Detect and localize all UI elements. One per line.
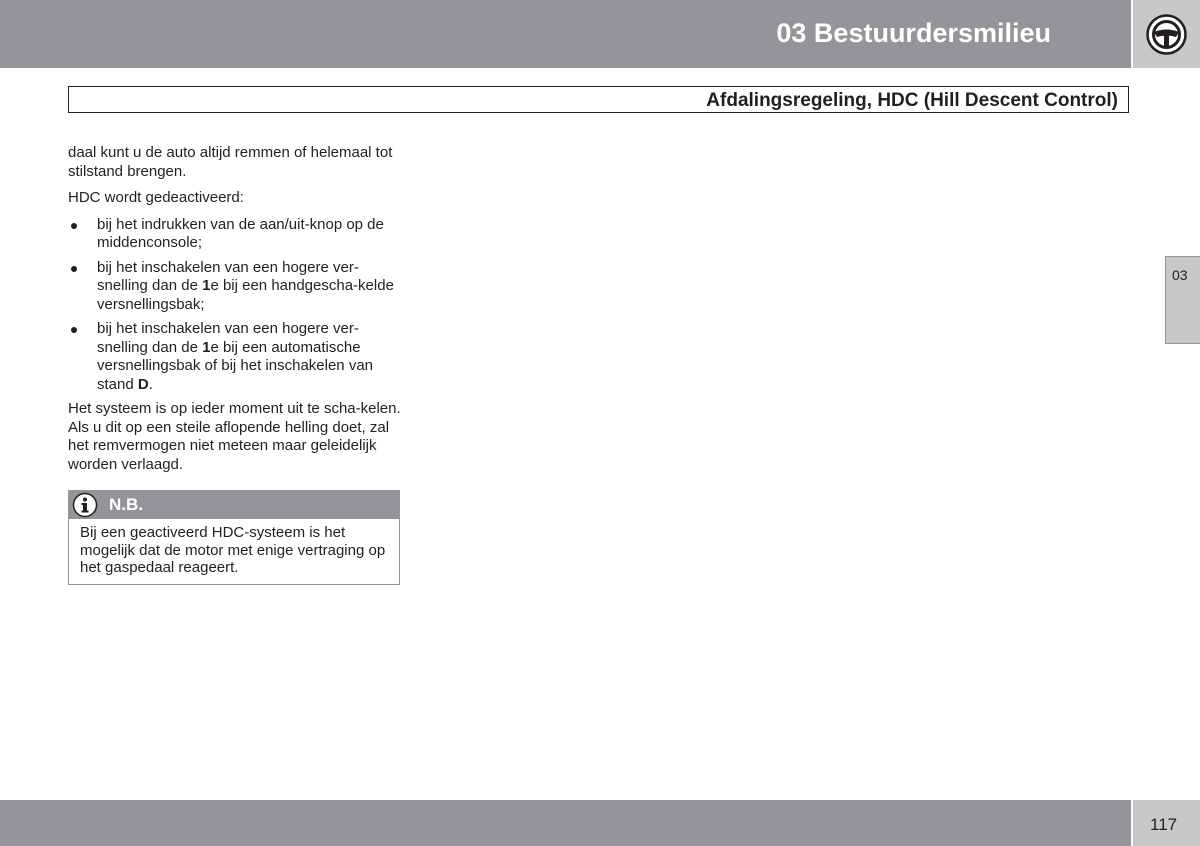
chapter-side-tab[interactable] <box>1165 256 1200 344</box>
side-tab-label: 03 <box>1172 267 1188 283</box>
body-text <box>68 144 403 482</box>
page-number-box <box>1133 800 1200 846</box>
chapter-title: 03 Bestuurdersmilieu <box>776 18 1051 48</box>
header-band <box>0 0 1131 68</box>
bullet-icon <box>71 223 77 229</box>
list-item <box>68 320 403 394</box>
gear-position: D <box>137 375 149 393</box>
deactivation-list <box>68 216 403 395</box>
chapter-icon-box <box>1133 0 1200 68</box>
gear-number: 1 <box>202 338 211 356</box>
note-label: N.B. <box>109 495 143 514</box>
list-item <box>68 259 403 315</box>
note-box <box>68 490 400 585</box>
page-number: 117 <box>1150 815 1178 834</box>
list-item <box>68 216 403 253</box>
intro-paragraph: daal kunt u de auto altijd remmen of helemaal tot stilstand brengen. <box>68 144 393 180</box>
list-item-text: . <box>148 375 153 393</box>
note-text: Bij een geactiveerd HDC-systeem is het mogelijk dat de motor met enige vertraging op het gaspedaal reageert. <box>80 524 386 576</box>
list-item-text: e bij een handgescha-kelde versnellingsbak; <box>97 277 394 313</box>
section-title: Afdalingsregeling, HDC (Hill Descent Control) <box>706 90 1118 111</box>
gear-number: 1 <box>202 277 211 294</box>
list-item-text: bij het indrukken van de aan/uit-knop op de middenconsole; <box>97 215 384 251</box>
note-header <box>69 491 399 519</box>
bullet-icon <box>71 327 77 333</box>
closing-paragraph: Het systeem is op ieder moment uit te scha-kelen. Als u dit op een steile aflopende helling doet, zal het remvermogen niet meteen maar geleidelijk worden verlaagd. <box>68 400 401 473</box>
list-item-text: e bij een automatische versnellingsbak of bij het inschakelen van stand <box>97 338 373 393</box>
section-title-bar <box>68 86 1129 113</box>
info-icon <box>72 492 98 518</box>
steering-wheel-icon <box>1145 13 1188 56</box>
deactivated-heading: HDC wordt gedeactiveerd: <box>68 189 244 206</box>
list-item-text: bij het inschakelen van een hogere ver-snelling dan de <box>97 320 359 356</box>
footer-band <box>0 800 1131 846</box>
bullet-icon <box>71 266 77 272</box>
list-item-text: bij het inschakelen van een hogere ver-snelling dan de <box>97 258 359 294</box>
